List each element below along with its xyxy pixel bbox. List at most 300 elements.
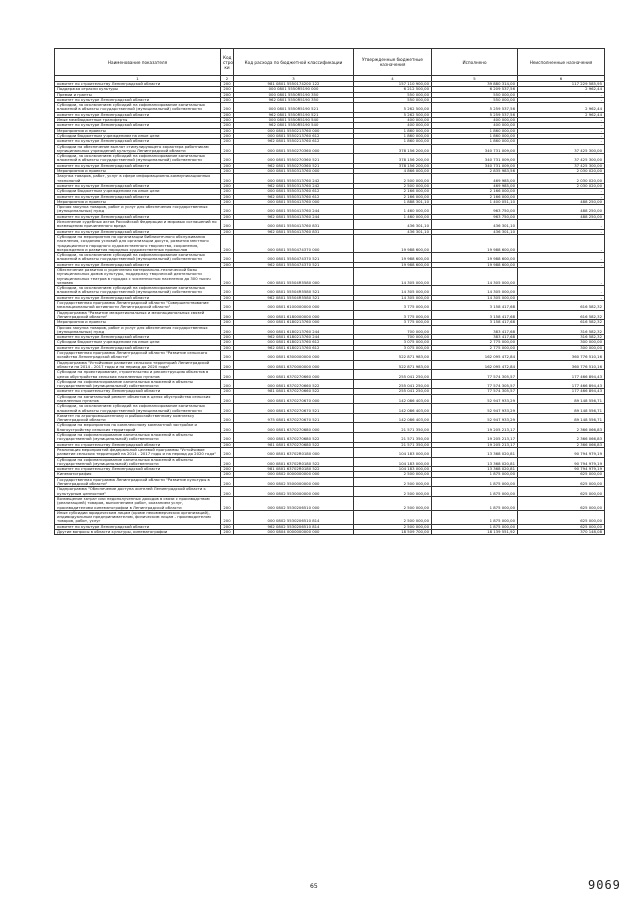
cell-approved: 21 571 350,00 — [354, 433, 432, 443]
cell-unexecuted: - — [518, 123, 605, 128]
table-row — [55, 477, 605, 487]
cell-approved: 104 183 000,00 — [354, 447, 432, 457]
table-row — [55, 404, 605, 414]
cell-executed: 469 985,00 — [432, 174, 518, 184]
cell-kbk: 000 0801 55504R5580 000 — [234, 267, 354, 285]
cell-unexecuted: 360 776 510,16 — [518, 351, 605, 361]
cell-name: комитет по культуре Ленинградской области — [55, 123, 221, 128]
cell-executed: 469 985,00 — [432, 183, 518, 188]
cell-unexecuted: - — [518, 229, 605, 234]
cell-name: Субсидии бюджетным учреждениям на иные цели — [55, 133, 221, 138]
table-row — [55, 286, 605, 296]
cell-kbk: 000 0801 5550R5190 540 — [234, 118, 354, 123]
cell-executed: 1 875 000,00 — [432, 487, 518, 497]
cell-name: Государственная программа Ленинградской области "Развитие культуры в Ленинградской области" — [55, 477, 221, 487]
cell-approved: 142 086 403,00 — [354, 413, 432, 423]
cell-name: Закупка товаров, работ, услуг в сфере информационно-коммуникационных технологий — [55, 174, 221, 184]
cell-unexecuted: - — [518, 97, 605, 102]
cell-code: 200 — [221, 103, 234, 113]
cell-unexecuted: 2 962,44 — [518, 87, 605, 92]
cell-name: Субсидии на мероприятия по комплексному компактной застройке и благоустройству сельских территорий — [55, 423, 221, 433]
cell-executed: 19 205 213,17 — [432, 423, 518, 433]
cell-name: комитет по культуре Ленинградской области — [55, 163, 221, 168]
cell-executed: 1 875 000,00 — [432, 472, 518, 477]
cell-executed: 383 417,68 — [432, 335, 518, 340]
cell-unexecuted: 625 000,00 — [518, 477, 605, 487]
cell-unexecuted: 625 000,00 — [518, 487, 605, 497]
cell-executed: 5 259 537,56 — [432, 112, 518, 117]
cell-unexecuted: - — [518, 189, 605, 194]
cell-kbk: 962 0802 5530206510 814 — [234, 524, 354, 529]
cell-unexecuted: - — [518, 194, 605, 199]
cell-executed: 2 775 000,00 — [432, 340, 518, 345]
cell-name: Мероприятия и проекты — [55, 169, 221, 174]
cell-executed: 2 166 000,00 — [432, 189, 518, 194]
cell-executed: 3 158 417,68 — [432, 310, 518, 320]
table-row — [55, 205, 605, 215]
cell-code: 200 — [221, 457, 234, 467]
cell-kbk: 000 0801 5550270360 000 — [234, 144, 354, 154]
table-body — [55, 82, 605, 535]
cell-name: Прочая закупка товаров, работ и услуг для обеспечения государственных (муниципальных) нужд — [55, 325, 221, 335]
cell-name: Субсидии бюджетным учреждениям на иные цели — [55, 340, 221, 345]
cell-executed: 963 750,00 — [432, 205, 518, 215]
cell-executed: 1 860 000,00 — [432, 128, 518, 133]
header-unexecuted: Неисполненные назначения — [518, 49, 605, 76]
cell-executed: 1 875 000,00 — [432, 477, 518, 487]
cell-code: 200 — [221, 370, 234, 380]
cell-approved: 18 509 700,00 — [354, 530, 432, 535]
cell-unexecuted: 37 425 300,00 — [518, 144, 605, 154]
cell-unexecuted: 89 148 556,71 — [518, 404, 605, 414]
cell-code: 200 — [221, 234, 234, 252]
cell-name: Подпрограмма "Развитие межрегиональных и межнациональных связей Ленинградской области" — [55, 310, 221, 320]
cell-kbk: 962 0801 5550270360 521 — [234, 163, 354, 168]
cell-unexecuted: 370 148,08 — [518, 530, 605, 535]
cell-unexecuted: 117 229 585,95 — [518, 82, 605, 87]
cell-name: Субсидии на мероприятия по организации библиотечного обслуживания населения, созданию условий для организации досуга, развития местного традиционного народного художественного творчества, сохранения, возрождения и развития народных художественных промыслов — [55, 234, 221, 252]
cell-executed: 340 731 009,00 — [432, 154, 518, 164]
table-row — [55, 487, 605, 497]
cell-code: 200 — [221, 286, 234, 296]
cell-approved: 3 075 000,00 — [354, 345, 432, 350]
cell-approved: 522 871 983,00 — [354, 351, 432, 361]
cell-kbk: 000 0801 6370270680 522 — [234, 433, 354, 443]
cell-kbk: 000 0801 6100000000 000 — [234, 301, 354, 311]
table-row — [55, 174, 605, 184]
cell-unexecuted: - — [518, 92, 605, 97]
cell-code: 200 — [221, 139, 234, 144]
cell-unexecuted: 488 250,00 — [518, 214, 605, 219]
table-row — [55, 496, 605, 510]
cell-code: 200 — [221, 325, 234, 335]
cell-name: Субсидии, за исключением субсидий на софинансирование капитальных вложений в объекты государственной (муниципальной) собственности — [55, 404, 221, 414]
cell-code: 200 — [221, 389, 234, 394]
cell-code: 200 — [221, 199, 234, 204]
cell-unexecuted: - — [518, 253, 605, 263]
cell-executed: 77 574 305,57 — [432, 370, 518, 380]
cell-name: Субсидии на капитальный ремонт объектов в целях обустройства сельских населенных пунктов — [55, 394, 221, 404]
cell-code: 200 — [221, 220, 234, 230]
column-number: 3 — [234, 76, 354, 82]
cell-unexecuted: 625 000,00 — [518, 510, 605, 524]
cell-approved: 3 775 000,00 — [354, 301, 432, 311]
cell-approved: 14 305 000,00 — [354, 286, 432, 296]
cell-executed: 19 205 213,17 — [432, 433, 518, 443]
cell-approved: 19 988 600,00 — [354, 262, 432, 267]
cell-executed: 1 875 000,00 — [432, 496, 518, 510]
cell-code: 200 — [221, 510, 234, 524]
cell-code: 200 — [221, 335, 234, 340]
cell-executed: 1 875 000,00 — [432, 510, 518, 524]
cell-unexecuted: 2 366 066,83 — [518, 433, 605, 443]
cell-name: Субсидии на софинансирование капитальных вложений в объекты государственной (муниципальной) собственности — [55, 457, 221, 467]
table-row — [55, 144, 605, 154]
cell-executed: 436 301,10 — [432, 220, 518, 230]
cell-unexecuted: 90 794 979,19 — [518, 447, 605, 457]
cell-name: комитет по культуре Ленинградской области — [55, 97, 221, 102]
table-row — [55, 220, 605, 230]
cell-name: комитет по строительству Ленинградской области — [55, 389, 221, 394]
cell-kbk: 000 0801 5550313760 612 — [234, 189, 354, 194]
table-row — [55, 457, 605, 467]
table-row — [55, 447, 605, 457]
cell-code: 200 — [221, 87, 234, 92]
cell-unexecuted: 2 030 020,00 — [518, 174, 605, 184]
cell-kbk: 000 0801 6180213760 612 — [234, 340, 354, 345]
cell-code: 200 — [221, 477, 234, 487]
cell-code: 200 — [221, 262, 234, 267]
cell-approved: 6 212 500,00 — [354, 87, 432, 92]
cell-approved: 14 305 000,00 — [354, 295, 432, 300]
cell-executed: 436 301,10 — [432, 229, 518, 234]
column-number: 2 — [221, 76, 234, 82]
cell-name: комитет по культуре Ленинградской области — [55, 262, 221, 267]
table-row — [55, 351, 605, 361]
cell-kbk: 975 0801 6370270670 521 — [234, 413, 354, 423]
cell-kbk: 000 0801 5550413760 244 — [234, 205, 354, 215]
table-row — [55, 394, 605, 404]
table-row — [55, 325, 605, 335]
cell-approved: 19 988 600,00 — [354, 234, 432, 252]
cell-code: 200 — [221, 404, 234, 414]
cell-code: 200 — [221, 360, 234, 370]
cell-approved: 21 571 350,00 — [354, 442, 432, 447]
cell-name: комитет по культуре Ленинградской области — [55, 229, 221, 234]
cell-kbk: 962 0801 5550R5190 350 — [234, 97, 354, 102]
table-row — [55, 154, 605, 164]
cell-kbk: 962 0801 5550R5190 540 — [234, 123, 354, 128]
cell-name: комитет по культуре Ленинградской области — [55, 335, 221, 340]
table-row — [55, 267, 605, 285]
cell-approved: 2 500 000,00 — [354, 174, 432, 184]
cell-code: 200 — [221, 205, 234, 215]
cell-executed: 3 158 417,68 — [432, 301, 518, 311]
cell-name: Реализация мероприятий федеральной целевой программы "Устойчивое развитие сельских территорий на 2014 - 2017 годы и на период до 2020 года" — [55, 447, 221, 457]
cell-code: 200 — [221, 394, 234, 404]
cell-code: 200 — [221, 112, 234, 117]
cell-executed: 14 305 000,00 — [432, 286, 518, 296]
cell-executed: 19 988 600,00 — [432, 234, 518, 252]
cell-executed: 14 305 000,00 — [432, 267, 518, 285]
cell-unexecuted: - — [518, 220, 605, 230]
cell-name: Субсидии на проектирование, строительство и реконструкцию объектов в целях обустройства сельских населенных пунктов — [55, 370, 221, 380]
cell-approved: 2 500 000,00 — [354, 183, 432, 188]
cell-approved: 700 000,00 — [354, 335, 432, 340]
cell-executed: 400 000,00 — [432, 123, 518, 128]
cell-code: 200 — [221, 123, 234, 128]
table-row — [55, 379, 605, 389]
cell-unexecuted: 300 000,00 — [518, 340, 605, 345]
cell-code: 200 — [221, 447, 234, 457]
cell-approved: 3 775 000,00 — [354, 310, 432, 320]
cell-unexecuted: - — [518, 262, 605, 267]
cell-executed: 340 731 009,00 — [432, 163, 518, 168]
cell-code: 200 — [221, 194, 234, 199]
cell-approved: 1 460 000,00 — [354, 214, 432, 219]
cell-kbk: 000 0801 6300000000 000 — [234, 351, 354, 361]
cell-kbk: 000 0801 55504R5580 521 — [234, 286, 354, 296]
header-name: Наименование показателя — [55, 49, 221, 76]
cell-kbk: 000 0804 0000000000 000 — [234, 530, 354, 535]
cell-approved: 522 871 983,00 — [354, 360, 432, 370]
cell-executed: 19 988 600,00 — [432, 253, 518, 263]
cell-kbk: 981 0801 5550174200 122 — [234, 82, 354, 87]
cell-approved: 3 775 000,00 — [354, 320, 432, 325]
cell-kbk: 962 0801 5550R5190 521 — [234, 112, 354, 117]
cell-name: комитет по культуре Ленинградской области — [55, 139, 221, 144]
table-row — [55, 301, 605, 311]
cell-unexecuted: 2 962,44 — [518, 112, 605, 117]
cell-kbk: 000 0801 5550213760 612 — [234, 133, 354, 138]
cell-executed: 19 205 213,17 — [432, 442, 518, 447]
cell-name: Премии и гранты — [55, 92, 221, 97]
cell-name: комитет по культуре Ленинградской области — [55, 194, 221, 199]
table-row — [55, 310, 605, 320]
cell-approved: 1 860 000,00 — [354, 128, 432, 133]
cell-name: комитет по строительству Ленинградской области — [55, 467, 221, 472]
cell-unexecuted: - — [518, 139, 605, 144]
column-number: 6 — [518, 76, 605, 82]
table-row — [55, 253, 605, 263]
cell-approved: 2 500 000,00 — [354, 487, 432, 497]
cell-approved: 5 262 500,00 — [354, 103, 432, 113]
cell-kbk: 962 0801 6180213760 244 — [234, 335, 354, 340]
cell-name: Мероприятия и проекты — [55, 320, 221, 325]
cell-kbk: 000 0801 5550413760 000 — [234, 199, 354, 204]
cell-approved: 378 156 200,00 — [354, 154, 432, 164]
cell-approved: 2 166 000,00 — [354, 189, 432, 194]
cell-kbk: 981 0801 6370270680 522 — [234, 442, 354, 447]
cell-unexecuted: 90 794 979,19 — [518, 457, 605, 467]
cell-code: 200 — [221, 154, 234, 164]
cell-name: Иные субсидии юридическим лицам (кроме некоммерческих организаций), индивидуальным предпринимателям, физическим лицам - производителям товаров, работ, услуг — [55, 510, 221, 524]
cell-approved: 1 860 000,00 — [354, 139, 432, 144]
table-row — [55, 423, 605, 433]
cell-approved: 142 086 403,00 — [354, 404, 432, 414]
cell-name: комитет по культуре Ленинградской области — [55, 524, 221, 529]
cell-executed: 3 158 417,68 — [432, 320, 518, 325]
cell-code: 200 — [221, 413, 234, 423]
cell-executed: 1 875 000,00 — [432, 524, 518, 529]
cell-approved: 400 000,00 — [354, 118, 432, 123]
cell-unexecuted: 488 250,00 — [518, 205, 605, 215]
cell-unexecuted: - — [518, 234, 605, 252]
table-row — [55, 234, 605, 252]
cell-kbk: 000 0801 5550213760 000 — [234, 128, 354, 133]
cell-approved: 436 301,10 — [354, 229, 432, 234]
table-row — [55, 510, 605, 524]
cell-kbk: 000 0802 0000000000 000 — [234, 472, 354, 477]
table-row — [55, 413, 605, 423]
cell-name: комитет по строительству Ленинградской области — [55, 442, 221, 447]
cell-code: 200 — [221, 267, 234, 285]
cell-code: 200 — [221, 320, 234, 325]
cell-kbk: 000 0801 6180213760 000 — [234, 320, 354, 325]
cell-code: 200 — [221, 118, 234, 123]
cell-approved: 104 183 000,00 — [354, 467, 432, 472]
cell-kbk: 000 0802 5530206510 000 — [234, 496, 354, 510]
cell-kbk: 000 0801 5550474370 521 — [234, 253, 354, 263]
cell-unexecuted: 616 582,32 — [518, 301, 605, 311]
cell-approved: 14 305 000,00 — [354, 267, 432, 285]
cell-approved: 2 500 000,00 — [354, 477, 432, 487]
cell-approved: 104 183 000,00 — [354, 457, 432, 467]
cell-name: Субсидии, за исключением субсидий на софинансирование капитальных вложений в объекты государственной (муниципальной) собственности — [55, 253, 221, 263]
cell-unexecuted: 360 776 510,16 — [518, 360, 605, 370]
cell-executed: 6 209 537,56 — [432, 87, 518, 92]
cell-approved: 5 262 500,00 — [354, 112, 432, 117]
cell-executed: 340 731 009,00 — [432, 144, 518, 154]
cell-code: 200 — [221, 310, 234, 320]
table-row — [55, 433, 605, 443]
cell-executed: 550 000,00 — [432, 92, 518, 97]
cell-unexecuted: - — [518, 128, 605, 133]
cell-code: 200 — [221, 214, 234, 219]
cell-executed: 18 139 551,92 — [432, 530, 518, 535]
cell-kbk: 000 0802 5530000000 000 — [234, 487, 354, 497]
header-executed: Исполнено — [432, 49, 518, 76]
cell-code: 200 — [221, 92, 234, 97]
cell-approved: 142 086 403,00 — [354, 394, 432, 404]
cell-unexecuted: 2 366 066,83 — [518, 442, 605, 447]
cell-name: комитет по культуре Ленинградской области — [55, 214, 221, 219]
cell-kbk: 962 0801 55504R5580 521 — [234, 295, 354, 300]
cell-kbk: 000 0801 5550313760 000 — [234, 169, 354, 174]
cell-kbk: 000 0801 5550313760 242 — [234, 174, 354, 184]
cell-unexecuted: - — [518, 267, 605, 285]
cell-unexecuted: 2 030 020,00 — [518, 169, 605, 174]
cell-unexecuted: 177 466 894,43 — [518, 389, 605, 394]
table-row — [55, 103, 605, 113]
cell-kbk: 962 0801 5550413760 244 — [234, 214, 354, 219]
cell-code: 200 — [221, 133, 234, 138]
cell-unexecuted: - — [518, 295, 605, 300]
cell-name: Субсидии бюджетным учреждениям на иные цели — [55, 189, 221, 194]
cell-executed: 2 835 983,56 — [432, 169, 518, 174]
cell-kbk: 000 0801 5550270360 521 — [234, 154, 354, 164]
cell-executed: 383 417,68 — [432, 325, 518, 335]
cell-kbk: 000 0801 5550R5190 521 — [234, 103, 354, 113]
cell-kbk: 962 0801 5550413760 831 — [234, 229, 354, 234]
cell-kbk: 962 0801 5550474370 521 — [234, 262, 354, 267]
cell-unexecuted: 488 250,00 — [518, 199, 605, 204]
cell-name: Государственная программа Ленинградской области "Развитие сельского хозяйства Ленинградской области" — [55, 351, 221, 361]
cell-executed: 400 000,00 — [432, 118, 518, 123]
cell-approved: 436 301,10 — [354, 220, 432, 230]
cell-executed: 13 368 020,81 — [432, 447, 518, 457]
cell-name: Субсидии на обеспечение выплат стимулирующего характера работникам муниципальных учреждений культуры Ленинградской области — [55, 144, 221, 154]
cell-approved: 2 500 000,00 — [354, 510, 432, 524]
cell-unexecuted: 616 582,32 — [518, 320, 605, 325]
cell-kbk: 962 0801 6180213760 612 — [234, 345, 354, 350]
cell-executed: 550 000,00 — [432, 97, 518, 102]
cell-kbk: 981 0801 63702R0180 522 — [234, 467, 354, 472]
cell-code: 200 — [221, 253, 234, 263]
table-row — [55, 360, 605, 370]
cell-executed: 162 095 472,84 — [432, 360, 518, 370]
cell-code: 200 — [221, 229, 234, 234]
cell-kbk: 000 0801 6180000000 000 — [234, 310, 354, 320]
cell-code: 200 — [221, 379, 234, 389]
cell-approved: 2 500 000,00 — [354, 496, 432, 510]
table-header-row — [55, 49, 605, 76]
cell-kbk: 000 0801 6370270660 000 — [234, 370, 354, 380]
cell-kbk: 962 0801 5550313760 612 — [234, 194, 354, 199]
cell-name: Государственная программа Ленинградской области "Совершенствование межнациональной активности Ленинградской области" — [55, 301, 221, 311]
cell-unexecuted: 616 582,32 — [518, 310, 605, 320]
cell-code: 200 — [221, 467, 234, 472]
cell-executed: 39 880 314,00 — [432, 82, 518, 87]
cell-executed: 162 095 472,84 — [432, 351, 518, 361]
cell-approved: 255 041 250,00 — [354, 389, 432, 394]
cell-code: 200 — [221, 340, 234, 345]
cell-unexecuted: 177 466 894,43 — [518, 370, 605, 380]
cell-name: Прочая закупка товаров, работ и услуг для обеспечения государственных (муниципальных) нужд — [55, 205, 221, 215]
cell-code: 200 — [221, 183, 234, 188]
cell-approved: 378 156 200,00 — [354, 144, 432, 154]
cell-kbk: 000 0801 63702R0180 000 — [234, 447, 354, 457]
cell-executed: 963 750,00 — [432, 214, 518, 219]
cell-code: 200 — [221, 433, 234, 443]
cell-unexecuted: 177 466 894,43 — [518, 379, 605, 389]
cell-name: Комитет по агропромышленному и рыбохозяйственному комплексу Ленинградской области — [55, 413, 221, 423]
cell-name: Возмещение затрат или недополученных доходов в связи с производством (реализацией) товаров, выполнением работ, оказанием услуг, производителями кинематографии в Ленинградской области — [55, 496, 221, 510]
header-code: Код стро ки — [221, 49, 234, 76]
cell-code: 200 — [221, 97, 234, 102]
cell-approved: 700 000,00 — [354, 325, 432, 335]
cell-approved: 550 000,00 — [354, 97, 432, 102]
cell-code: 200 — [221, 345, 234, 350]
cell-code: 200 — [221, 128, 234, 133]
cell-name: Подпрограмма "Устойчивое развитие сельских территорий Ленинградской области на 2014 - 2017 годы и на период до 2020 года" — [55, 360, 221, 370]
cell-code: 200 — [221, 487, 234, 497]
cell-kbk: 000 0801 5550R5190 000 — [234, 87, 354, 92]
cell-approved: 1 460 000,00 — [354, 205, 432, 215]
cell-name: Субсидии, за исключением субсидий на софинансирование капитальных вложений в объекты государственной (муниципальной) собственности — [55, 286, 221, 296]
cell-kbk: 000 0802 5500000000 000 — [234, 477, 354, 487]
cell-approved: 378 156 200,00 — [354, 163, 432, 168]
cell-name: Субсидии на софинансирование капитальных вложений в объекты государственной (муниципальной) собственности — [55, 433, 221, 443]
cell-unexecuted: 90 794 979,19 — [518, 467, 605, 472]
cell-unexecuted: 89 148 556,71 — [518, 413, 605, 423]
cell-kbk: 962 0801 5550313760 242 — [234, 183, 354, 188]
cell-unexecuted: 316 582,32 — [518, 335, 605, 340]
cell-executed: 52 947 933,29 — [432, 394, 518, 404]
cell-approved: 400 000,00 — [354, 123, 432, 128]
cell-executed: 19 988 600,00 — [432, 262, 518, 267]
table-row — [55, 370, 605, 380]
